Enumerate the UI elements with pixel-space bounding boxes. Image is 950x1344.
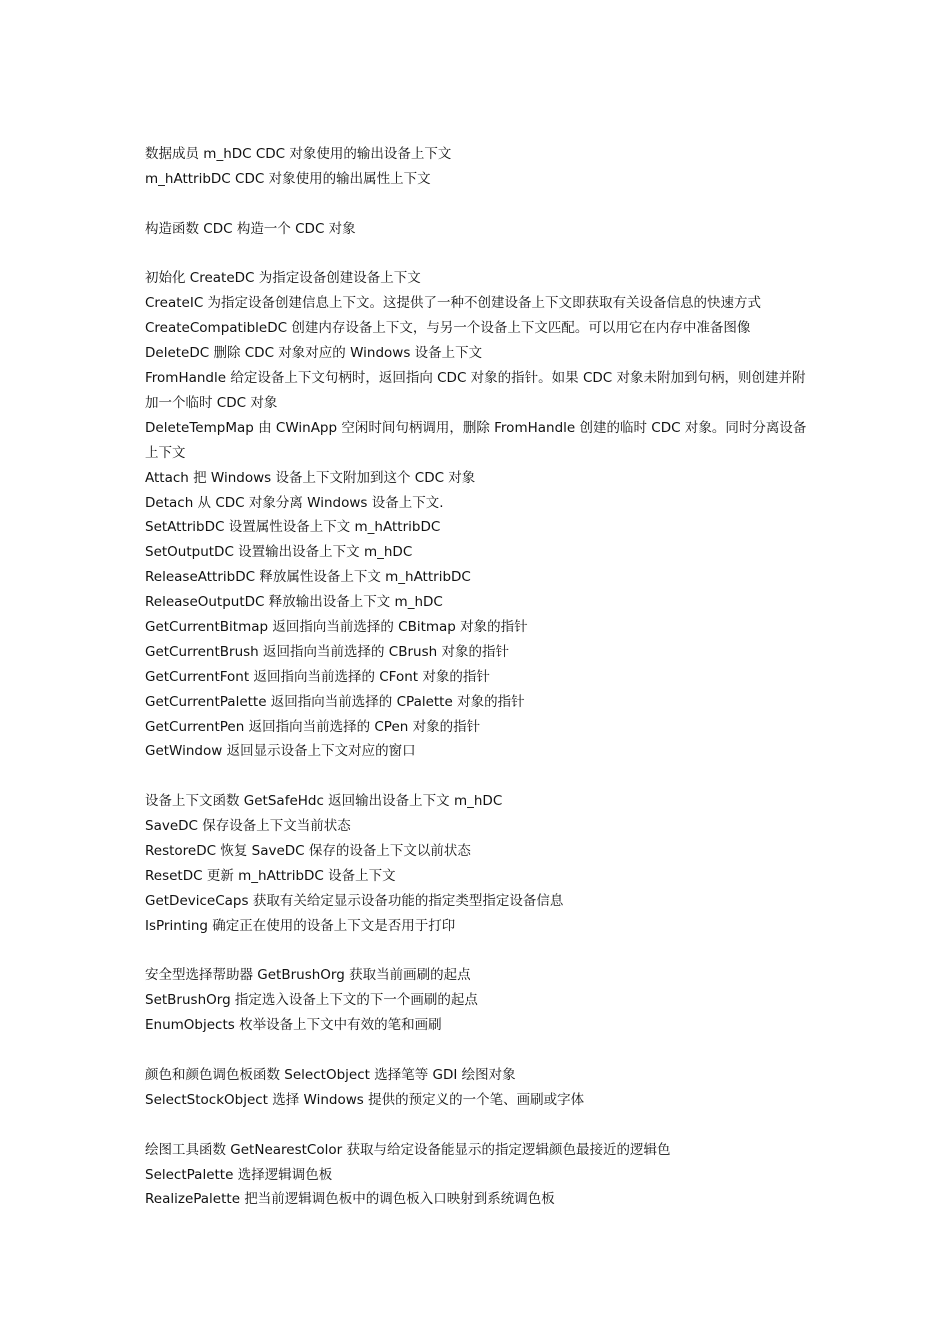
blank-line <box>145 192 810 217</box>
text-line: RestoreDC 恢复 SaveDC 保存的设备上下文以前状态 <box>145 843 471 859</box>
section-initialization <box>145 266 810 764</box>
document-page <box>145 142 810 1212</box>
text-line: SelectPalette 选择逻辑调色板 <box>145 1166 333 1183</box>
text-line: SetOutputDC 设置输出设备上下文 m_hDC <box>145 544 413 561</box>
section-device-context-functions <box>145 789 810 938</box>
text-line: 颜色和颜色调色板函数 SelectObject 选择笔等 GDI 绘图对象 <box>145 1067 516 1084</box>
text-line: m_hAttribDC CDC 对象使用的输出属性上下文 <box>145 170 431 187</box>
text-line: EnumObjects 枚举设备上下文中有效的笔和画刷 <box>145 1017 442 1034</box>
text-line: IsPrinting 确定正在使用的设备上下文是否用于打印 <box>145 917 456 934</box>
text-line: ResetDC 更新 m_hAttribDC 设备上下文 <box>145 867 396 884</box>
section-construction <box>145 217 810 242</box>
text-line: DeleteDC 删除 CDC 对象对应的 Windows 设备上下文 <box>145 345 483 362</box>
text-line: SaveDC 保存设备上下文当前状态 <box>145 818 351 835</box>
text-line: Detach 从 CDC 对象分离 Windows 设备上下文. <box>145 494 444 511</box>
section-data-members <box>145 142 810 192</box>
text-line: GetWindow 返回显示设备上下文对应的窗口 <box>145 743 416 760</box>
text-line: SetBrushOrg 指定选入设备上下文的下一个画刷的起点 <box>145 992 478 1009</box>
text-line: FromHandle 给定设备上下文句柄时，返回指向 CDC 对象的指针。如果 CDC 对象未附加到句柄，则创建并附加一个临时 CDC 对象 <box>145 370 806 411</box>
blank-line <box>145 1038 810 1063</box>
text-line: 安全型选择帮助器 GetBrushOrg 获取当前画刷的起点 <box>145 967 471 984</box>
blank-line <box>145 764 810 789</box>
text-line: DeleteTempMap 由 CWinApp 空闲时间句柄调用，删除 FromHandle 创建的临时 CDC 对象。同时分离设备上下文 <box>145 419 807 461</box>
text-line: GetCurrentBrush 返回指向当前选择的 CBrush 对象的指针 <box>145 643 509 660</box>
text-line: RealizePalette 把当前逻辑调色板中的调色板入口映射到系统调色板 <box>145 1191 555 1208</box>
text-line: GetCurrentBitmap 返回指向当前选择的 CBitmap 对象的指针 <box>145 618 528 635</box>
text-line: CreateCompatibleDC 创建内存设备上下文，与另一个设备上下文匹配。可以用它在内存中准备图像 <box>145 320 751 337</box>
section-color-and-palette-functions <box>145 1063 810 1113</box>
blank-line <box>145 242 810 267</box>
text-line: 构造函数 CDC 构造一个 CDC 对象 <box>145 220 356 237</box>
section-type-safe-selection-helpers <box>145 963 810 1038</box>
section-drawing-tool-functions <box>145 1138 810 1213</box>
text-line: SelectStockObject 选择 Windows 提供的预定义的一个笔、画刷或字体 <box>145 1091 585 1108</box>
text-line: 数据成员 m_hDC CDC 对象使用的输出设备上下文 <box>145 146 452 162</box>
text-line: CreateIC 为指定设备创建信息上下文。这提供了一种不创建设备上下文即获取有关设备信息的快速方式 <box>145 295 762 312</box>
text-line: 绘图工具函数 GetNearestColor 获取与给定设备能显示的指定逻辑颜色最接近的逻辑色 <box>145 1141 671 1158</box>
text-line: 初始化 CreateDC 为指定设备创建设备上下文 <box>145 270 421 287</box>
text-line: SetAttribDC 设置属性设备上下文 m_hAttribDC <box>145 519 441 536</box>
blank-line <box>145 939 810 964</box>
text-line: GetCurrentPen 返回指向当前选择的 CPen 对象的指针 <box>145 718 481 735</box>
text-line: 设备上下文函数 GetSafeHdc 返回输出设备上下文 m_hDC <box>145 793 503 810</box>
text-line: ReleaseAttribDC 释放属性设备上下文 m_hAttribDC <box>145 569 471 586</box>
text-line: GetDeviceCaps 获取有关给定显示设备功能的指定类型指定设备信息 <box>145 892 564 909</box>
text-line: GetCurrentFont 返回指向当前选择的 CFont 对象的指针 <box>145 668 490 685</box>
text-line: Attach 把 Windows 设备上下文附加到这个 CDC 对象 <box>145 469 476 486</box>
blank-line <box>145 1113 810 1138</box>
text-line: GetCurrentPalette 返回指向当前选择的 CPalette 对象的指针 <box>145 693 525 710</box>
text-line: ReleaseOutputDC 释放输出设备上下文 m_hDC <box>145 594 443 611</box>
